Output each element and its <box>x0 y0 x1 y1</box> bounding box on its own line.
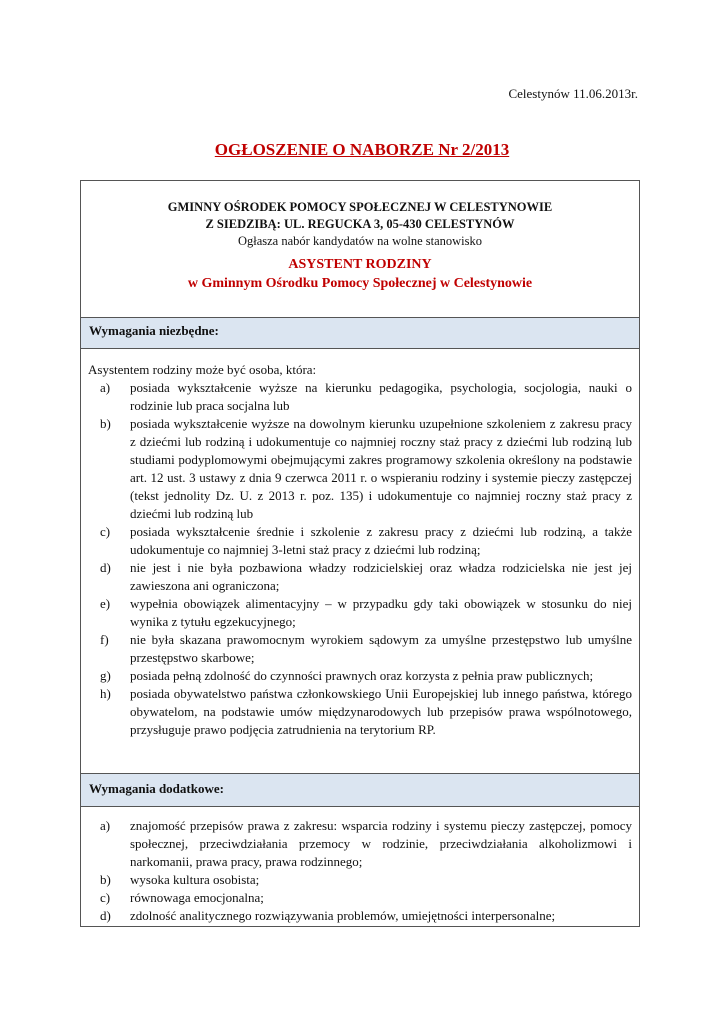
list-item <box>88 871 632 889</box>
list-item-label: d) <box>100 560 111 575</box>
list-item <box>88 889 632 907</box>
list-item <box>88 379 632 415</box>
list-item-text: posiada pełną zdolność do czynności prawnych oraz korzysta z pełnia praw publicznych; <box>130 668 594 683</box>
list-item-text: wysoka kultura osobista; <box>130 872 260 887</box>
required-heading: Wymagania niezbędne: <box>81 317 639 349</box>
additional-list <box>88 817 632 925</box>
list-item-text: nie jest i nie była pozbawiona władzy rodzicielskiej oraz władza rodzicielska nie jest jej zawieszona ani ograniczona; <box>130 560 632 593</box>
list-item <box>88 631 632 667</box>
additional-heading: Wymagania dodatkowe: <box>81 773 639 807</box>
list-item-text: wypełnia obowiązek alimentacyjny – w przypadku gdy taki obowiązek w stosunku do niej wynika z tytułu egzekucyjnego; <box>130 596 632 629</box>
announcement-table <box>80 180 640 927</box>
list-item-text: nie była skazana prawomocnym wyrokiem sądowym za umyślne przestępstwo lub umyślne przestępstwo skarbowe; <box>130 632 632 665</box>
position-place: w Gminnym Ośrodku Pomocy Społecznej w Celestynowie <box>187 276 533 291</box>
list-item-label: f) <box>100 632 109 647</box>
list-item-text: posiada wykształcenie średnie i szkolenie z zakresu pracy z dziećmi lub rodziną, a także udokumentuje co najmniej 3-letni staż pracy z dziećmi lub rodziną; <box>130 524 632 557</box>
organization-address: Z SIEDZIBĄ: UL. REGUCKA 3, 05-430 CELESTYNÓW <box>205 217 515 231</box>
list-item-label: d) <box>100 908 111 923</box>
list-item <box>88 415 632 523</box>
list-item-label: e) <box>100 596 111 611</box>
list-item-label: b) <box>100 872 111 887</box>
announcement-intro: Ogłasza nabór kandydatów na wolne stanowisko <box>237 234 483 248</box>
organization-name: GMINNY OŚRODEK POMOCY SPOŁECZNEJ W CELESTYNOWIE <box>167 200 553 214</box>
list-item-label: g) <box>100 668 111 683</box>
list-item <box>88 817 632 871</box>
list-item-text: równowaga emocjonalna; <box>130 890 264 905</box>
list-item-text: posiada obywatelstwo państwa członkowskiego Unii Europejskiej lub innego państwa, którego obywatelom, na podstawie umów międzynarodowych lub przepisów prawa wspólnotowego, przysługuje prawo podjęcia zatrudnienia na terytorium RP. <box>130 686 632 737</box>
list-item-text: posiada wykształcenie wyższe na kierunku pedagogika, psychologia, socjologia, nauki o rodzinie lub praca socjalna lub <box>130 380 632 413</box>
list-item-label: h) <box>100 686 111 701</box>
announcement-header <box>81 181 639 317</box>
list-item <box>88 559 632 595</box>
document-date: Celestynów 11.06.2013r. <box>508 86 638 101</box>
list-item-label: c) <box>100 524 111 539</box>
list-item <box>88 523 632 559</box>
list-item <box>88 595 632 631</box>
list-item-label: a) <box>100 818 111 833</box>
required-intro: Asystentem rodziny może być osoba, która: <box>88 362 317 377</box>
required-list <box>88 379 632 739</box>
list-item-text: znajomość przepisów prawa z zakresu: wsparcia rodziny i systemu pieczy zastępczej, pomocy społecznej, przeciwdziałania przemocy w rodzinie, przeciwdziałania alkoholizmowi i narkomanii, prawa pracy, prawa rodzinnego; <box>130 818 632 869</box>
required-section <box>81 349 639 773</box>
list-item-text: zdolność analitycznego rozwiązywania problemów, umiejętności interpersonalne; <box>130 908 556 923</box>
position-title: ASYSTENT RODZINY <box>288 257 432 272</box>
additional-section <box>81 807 639 925</box>
list-item <box>88 667 632 685</box>
list-item-text: posiada wykształcenie wyższe na dowolnym kierunku uzupełnione szkoleniem z zakresu pracy z dziećmi lub rodziną i udokumentuje co najmniej roczny staż pracy z dziećmi lub rodziną lub studiami podyplomowymi obejmującymi zakres programowy szkolenia określony na podstawie art. 12 ust. 3 ustawy z dnia 9 czerwca 2011 r. o wspieraniu rodziny i systemie pieczy zastępczej (tekst jednolity Dz. U. z 2013 r. poz. 135) i udokumentuje co najmniej roczny staż pracy z dziećmi lub rodziną lub <box>130 416 632 521</box>
list-item <box>88 907 632 925</box>
list-item <box>88 685 632 739</box>
list-item-label: a) <box>100 380 111 395</box>
list-item-label: c) <box>100 890 111 905</box>
document-title: OGŁOSZENIE O NABORZE Nr 2/2013 <box>214 140 510 159</box>
list-item-label: b) <box>100 416 111 431</box>
